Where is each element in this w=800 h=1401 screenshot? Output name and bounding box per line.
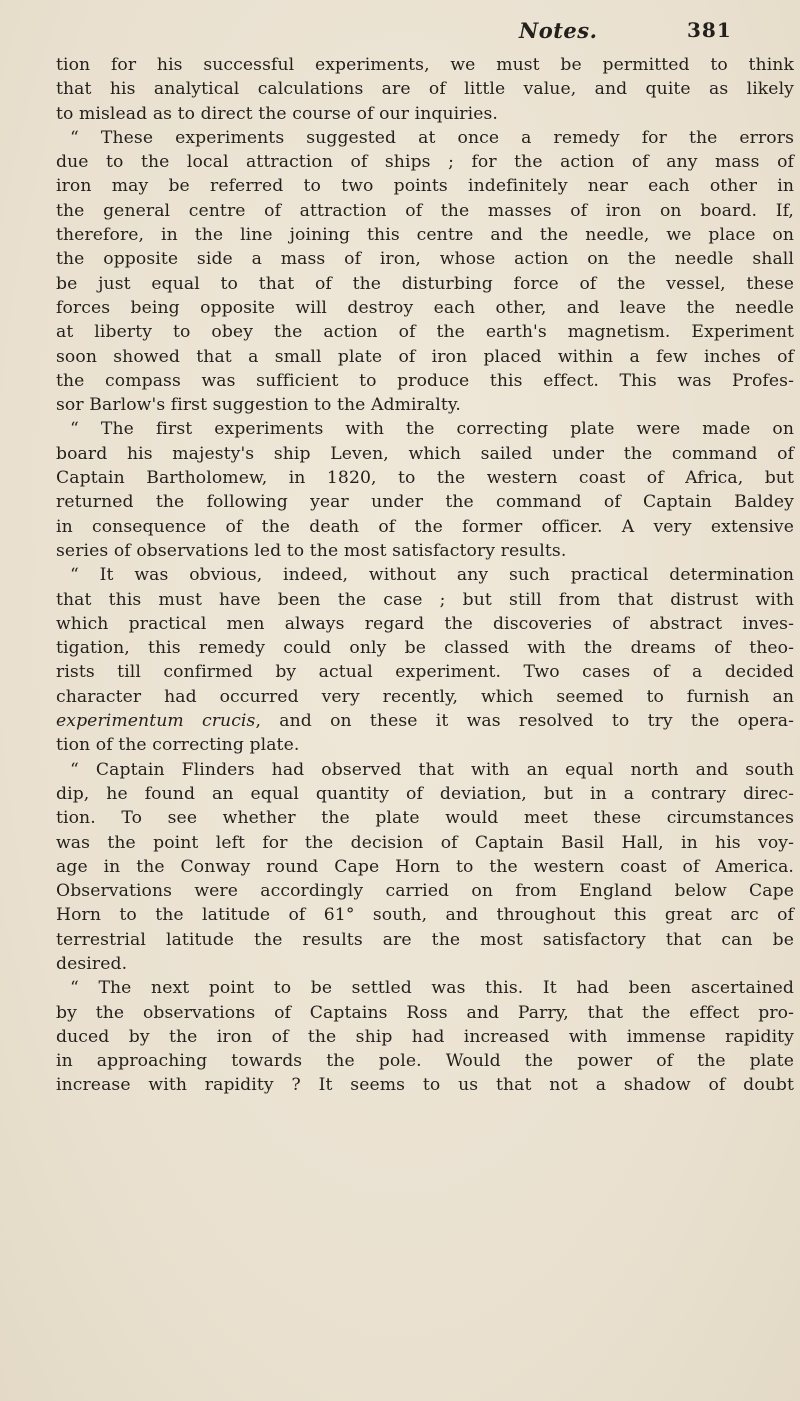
- text-line: by the observations of Captains Ross and Parry, that the effect pro-: [56, 1002, 794, 1023]
- paragraph-start-line: “ The first experiments with the correcting plate were made on: [70, 419, 794, 440]
- paragraph-start-line: “ These experiments suggested at once a remedy for the errors: [70, 127, 794, 148]
- text-line: duced by the iron of the ship had increased with immense rapidity: [56, 1026, 794, 1047]
- text-line: tion. To see whether the plate would meet these circumstances: [56, 808, 794, 829]
- text-line: sor Barlow's first suggestion to the Admiralty.: [56, 395, 461, 416]
- text-line: increase with rapidity ? It seems to us that not a shadow of doubt: [56, 1075, 794, 1096]
- text-line: at liberty to obey the action of the earth's magnetism. Experiment: [56, 322, 794, 343]
- text-line: forces being opposite will destroy each other, and leave the needle: [56, 297, 794, 318]
- paragraph-start-line: “ Captain Flinders had observed that with an equal north and south: [70, 759, 794, 780]
- text-line: series of observations led to the most satisfactory results.: [56, 540, 567, 561]
- text-line: tion of the correcting plate.: [56, 735, 300, 756]
- text-line: that his analytical calculations are of little value, and quite as likely: [56, 79, 794, 100]
- text-line-italic-phrase: [56, 709, 794, 733]
- text-line: Horn to the latitude of 61° south, and throughout this great arc of: [56, 905, 794, 926]
- text-line: the opposite side a mass of iron, whose action on the needle shall: [56, 249, 794, 270]
- text-line: board his majesty's ship Leven, which sailed under the command of: [56, 443, 794, 464]
- paragraph-start-line: “ The next point to be settled was this. It had been ascertained: [70, 978, 794, 999]
- running-head: Notes.: [519, 18, 598, 43]
- text-line: to mislead as to direct the course of our inquiries.: [56, 103, 498, 124]
- text-line: that this must have been the case ; but still from that distrust with: [56, 589, 794, 610]
- text-line: in consequence of the death of the former officer. A very extensive: [56, 516, 794, 537]
- text-line: terrestrial latitude the results are the most satisfactory that can be: [56, 929, 794, 950]
- text-line: Observations were accordingly carried on from England below Cape: [56, 881, 794, 902]
- text-line: character had occurred very recently, which seemed to furnish an: [56, 686, 794, 707]
- text-line: tion for his successful experiments, we must be permitted to think: [56, 55, 794, 75]
- text-line: the compass was sufficient to produce this effect. This was Profes-: [56, 370, 794, 391]
- text-line: was the point left for the decision of Captain Basil Hall, in his voy-: [56, 832, 794, 853]
- text-line: which practical men always regard the discoveries of abstract inves-: [56, 613, 794, 634]
- paragraph-start-line: “ It was obvious, indeed, without any such practical determination: [70, 565, 794, 586]
- text-line: in approaching towards the pole. Would the power of the plate: [56, 1051, 794, 1072]
- text-line: iron may be referred to two points indefinitely near each other in: [56, 176, 794, 197]
- text-fragment: , and on these it was resolved to try the opera-: [255, 711, 794, 732]
- text-line: due to the local attraction of ships ; for the action of any mass of: [56, 152, 794, 173]
- latin-phrase: experimentum crucis: [56, 711, 256, 732]
- page-header: [0, 8, 800, 48]
- text-line: tigation, this remedy could only be classed with the dreams of theo-: [56, 638, 794, 659]
- text-line: age in the Conway round Cape Horn to the western coast of America.: [56, 856, 794, 877]
- text-line: the general centre of attraction of the masses of iron on board. If,: [56, 200, 794, 221]
- text-line: rists till confirmed by actual experiment. Two cases of a decided: [56, 662, 794, 683]
- text-line: dip, he found an equal quantity of deviation, but in a contrary direc-: [56, 783, 794, 804]
- text-line: desired.: [56, 953, 128, 974]
- body-text: [56, 53, 794, 1098]
- page-number: 381: [687, 18, 732, 42]
- text-line: be just equal to that of the disturbing force of the vessel, these: [56, 273, 794, 294]
- text-line: therefore, in the line joining this centre and the needle, we place on: [56, 225, 794, 246]
- text-line: returned the following year under the command of Captain Baldey: [56, 492, 794, 513]
- text-line: soon showed that a small plate of iron placed within a few inches of: [56, 346, 794, 367]
- text-line: Captain Bartholomew, in 1820, to the western coast of Africa, but: [56, 468, 794, 489]
